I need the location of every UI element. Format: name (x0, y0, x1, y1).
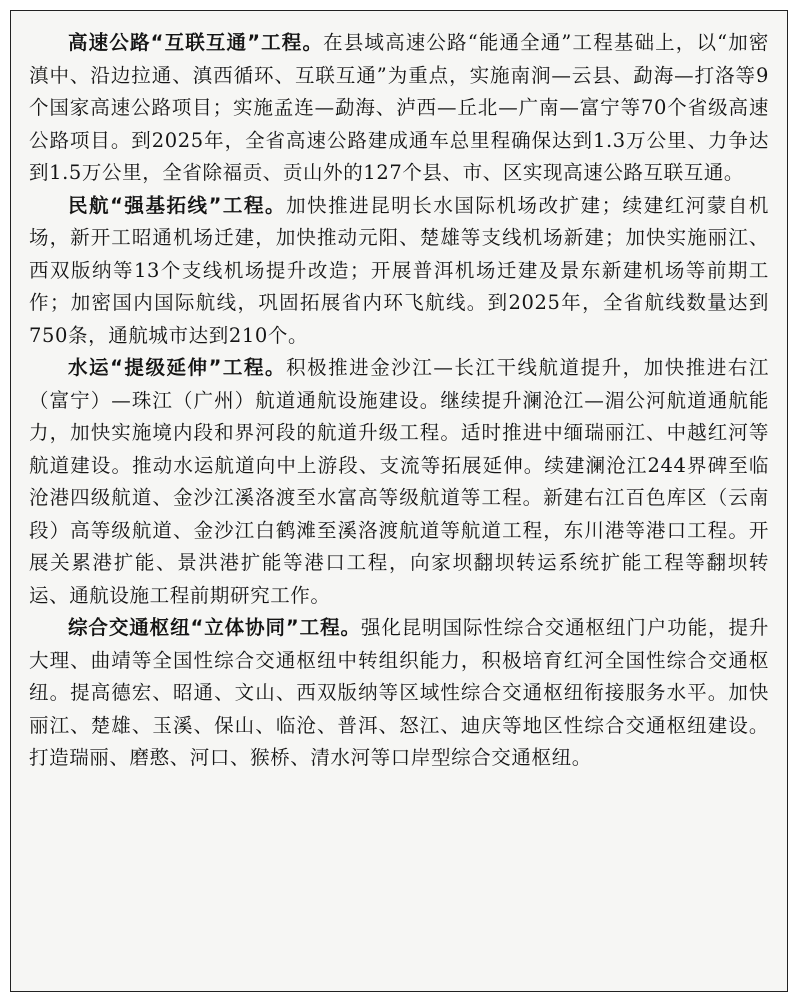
paragraph-hub (29, 612, 769, 775)
paragraph-title: 民航“强基拓线”工程。 (68, 193, 287, 217)
paragraph-waterway (29, 352, 769, 612)
article-body (29, 27, 769, 775)
paragraph-aviation (29, 190, 769, 353)
text-box (10, 10, 788, 992)
paragraph-body: 在县域高速公路“能通全通”工程基础上，以“加密滇中、沿边拉通、滇西循环、互联互通”为重点，实施南涧—云县、勐海—打洛等9个国家高速公路项目；实施孟连—勐海、泸西—丘北—广南—富宁等70个省级高速公路项目。到2025年，全省高速公路建成通车总里程确保达到1.3万公里、力争达到1.5万公里，全省除福贡、贡山外的127个县、市、区实现高速公路互联互通。 (29, 31, 769, 184)
paragraph-body: 积极推进金沙江—长江干线航道提升，加快推进右江（富宁）—珠江（广州）航道通航设施建设。继续提升澜沧江—湄公河航道通航能力，加快实施境内段和界河段的航道升级工程。适时推进中缅瑞丽江、中越红河等航道建设。推动水运航道向中上游段、支流等拓展延伸。续建澜沧江244界碑至临沧港四级航道、金沙江溪洛渡至水富高等级航道等工程。新建右江百色库区（云南段）高等级航道、金沙江白鹤滩至溪洛渡航道等航道工程，东川港等港口工程。开展关累港扩能、景洪港扩能等港口工程，向家坝翻坝转运系统扩能工程等翻坝转运、通航设施工程前期研究工作。 (29, 356, 769, 607)
paragraph-body: 强化昆明国际性综合交通枢纽门户功能，提升大理、曲靖等全国性综合交通枢纽中转组织能力，积极培育红河全国性综合交通枢纽。提高德宏、昭通、文山、西双版纳等区域性综合交通枢纽衔接服务水平。加快丽江、楚雄、玉溪、保山、临沧、普洱、怒江、迪庆等地区性综合交通枢纽建设。打造瑞丽、磨憨、河口、猴桥、清水河等口岸型综合交通枢纽。 (29, 616, 769, 769)
paragraph-highway (29, 27, 769, 190)
paragraph-title: 高速公路“互联互通”工程。 (68, 31, 324, 54)
paragraph-title: 水运“提级延伸”工程。 (68, 356, 287, 379)
paragraph-title: 综合交通枢纽“立体协同”工程。 (68, 616, 361, 639)
paragraph-body: 加快推进昆明长水国际机场改扩建；续建红河蒙自机场，新开工昭通机场迁建，加快推动元阳、楚雄等支线机场新建；加快实施丽江、西双版纳等13个支线机场提升改造；开展普洱机场迁建及景东新建机场等前期工作；加密国内国际航线，巩固拓展省内环飞航线。到2025年，全省航线数量达到750条，通航城市达到210个。 (29, 193, 769, 347)
